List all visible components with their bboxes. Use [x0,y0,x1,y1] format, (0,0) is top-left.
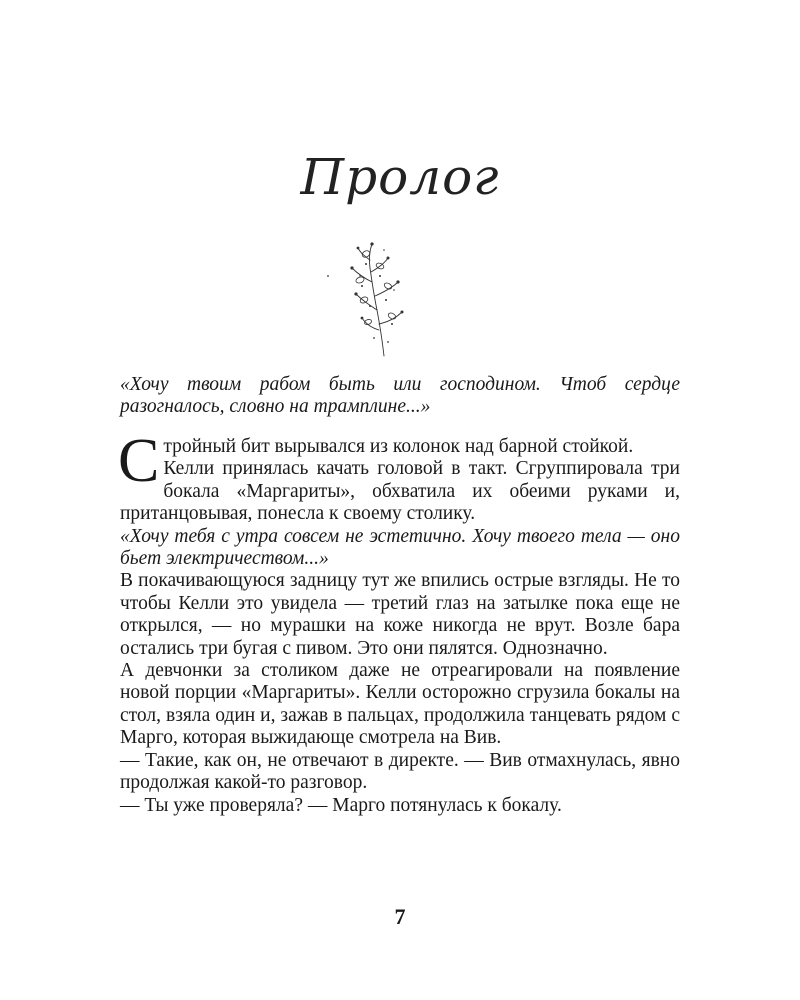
chapter-body [118,427,680,817]
paragraph-2: Келли принялась качать головой в такт. Сгруппировала три бокала «Маргариты», обхватила их обеими руками и, пританцовывая, понесла к своему столику. [120,458,680,525]
floral-ornament-icon [322,238,422,358]
epigraph: «Хочу твоим рабом быть или господином. Чтоб сердце разогналось, словно на трамплине...» [120,374,680,418]
chapter-title: Пролог [300,148,500,206]
dialogue-line-1: — Такие, как он, не отвечают в директе. — Вив отмахнулась, явно продолжая какой-то разговор. [120,749,680,794]
paragraph-1-text: тройный бит вырывался из колонок над барной стойкой. [163,436,634,457]
song-lyric-line: «Хочу тебя с утра совсем не эстетично. Хочу твоего тела — оно бьет электричеством...» [120,525,680,570]
dialogue-line-2: — Ты уже проверяла? — Марго потянулась к бокалу. [120,794,562,816]
paragraph-3: В покачивающуюся задницу тут же впились острые взгляды. Не то чтобы Келли это увидела — третий глаз на затылке пока еще не открылся, — но мурашки на коже никогда не врут. Возле бара остались три бугая с пивом. Это они пялятся. Однозначно. [120,570,680,659]
page-number: 7 [394,904,406,929]
paragraph-4: А девчонки за столиком даже не отреагировали на появление новой порции «Маргариты». Келли осторожно сгрузила бокалы на стол, взяла один и, зажав в пальцах, продолжила танцевать рядом с Марго, которая выжидающе смотрела на Вив. [120,660,680,749]
drop-cap: С [118,427,160,495]
